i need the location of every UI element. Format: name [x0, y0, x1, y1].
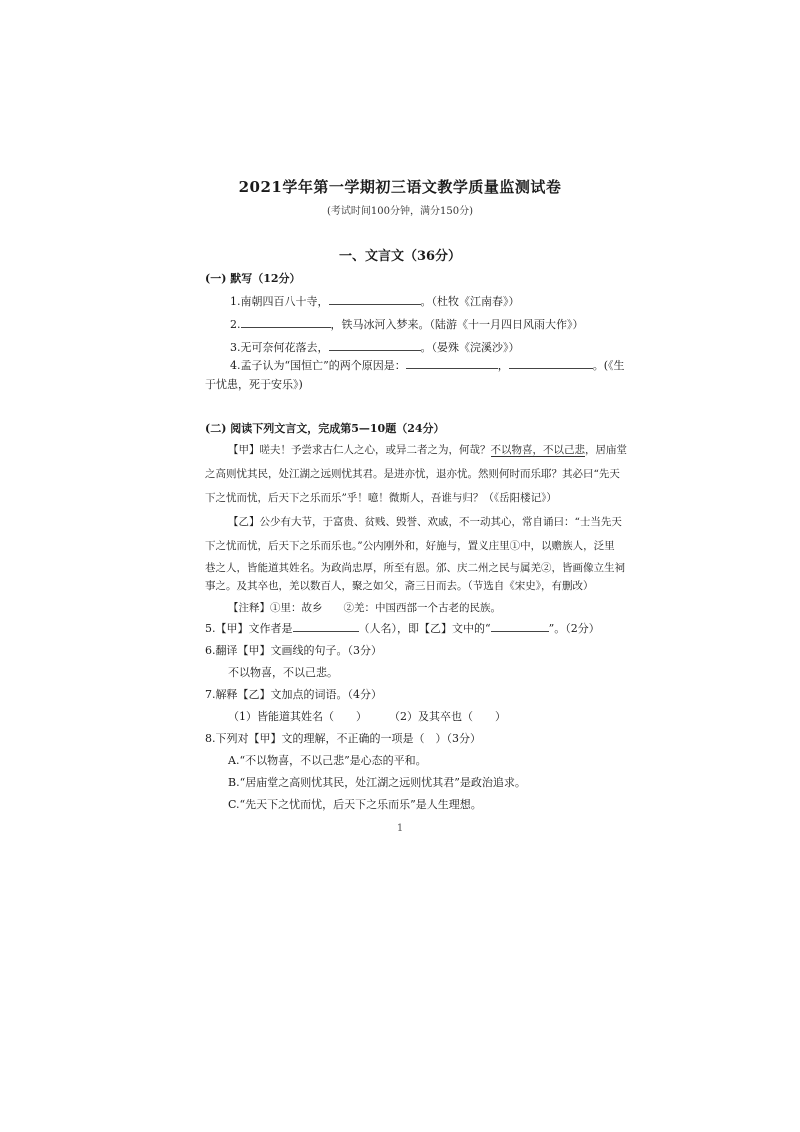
part2-heading: (二) 阅读下列文言文，完成第5—10题（24分）	[205, 422, 445, 435]
passage-yi-line-3: 巷之人，皆能道其姓名。为政尚忠厚，所至有恩。邠、庆二州之民与属羌②，皆画像立生祠	[205, 562, 625, 574]
q5-blank-1[interactable]	[293, 620, 359, 632]
q2-text: ，铁马冰河入梦来。（陆游《十一月四日风雨大作》）	[330, 318, 584, 331]
q1-blank[interactable]	[329, 293, 421, 305]
q6-sentence: 不以物喜，不以己悲。	[228, 666, 338, 679]
passage-jia-line-2: 之高则忧其民，处江湖之远则忧其君。是进亦忧，退亦忧。然则何时而乐耶？其必曰“先天	[205, 468, 620, 480]
passage-yi-line-4: 事之。及其卒也，羌以数百人，聚之如父，斋三日而去。（节选自《宋史》，有删改）	[205, 580, 594, 592]
q1-text: 1.南朝四百八十寺，	[230, 295, 329, 308]
q4-text: 4.孟子认为“国恒亡”的两个原因是：	[230, 359, 406, 372]
q4-blank-1[interactable]	[406, 357, 498, 369]
question-6: 6.翻译【甲】文画线的句子。（3分）	[205, 644, 382, 657]
q5-post: ”。（2分）	[548, 622, 600, 635]
q3-source: 。（晏殊《浣溪沙》）	[420, 341, 520, 354]
q3-text: 3.无可奈何花落去，	[230, 341, 329, 354]
q3-blank[interactable]	[329, 339, 421, 351]
section-heading: 一、文言文（36分）	[338, 249, 462, 264]
jia-underlined-sentence: 不以物喜，不以己悲	[490, 444, 585, 456]
exam-title: 2021学年第一学期初三语文教学质量监测试卷	[238, 178, 562, 196]
q4-sep: ，	[497, 359, 509, 372]
passage-jia-line-3: 下之忧而忧，后天下之乐而乐”乎！噫！微斯人，吾谁与归？（《岳阳楼记》）	[205, 492, 557, 504]
question-8: 8.下列对【甲】文的理解，不正确的一项是（ ）（3分）	[205, 732, 481, 745]
question-7: 7.解释【乙】文加点的词语。（4分）	[205, 688, 382, 701]
question-2	[230, 316, 584, 332]
q8-option-c: C.“先天下之忧而忧，后天下之乐而乐”是人生理想。	[228, 798, 482, 811]
q5-text: 5.【甲】文作者是	[205, 622, 293, 635]
q8-option-b: B.“居庙堂之高则忧其民，处江湖之远则忧其君”是政治追求。	[228, 776, 526, 789]
question-1	[230, 293, 520, 309]
q5-blank-2[interactable]	[491, 620, 549, 632]
q7-items: （1）皆能道其姓名（ ） （2）及其卒也（ ）	[228, 710, 506, 723]
exam-subtitle: (考试时间100分钟，满分150分)	[327, 206, 473, 217]
page-number: 1	[396, 823, 404, 834]
q4-blank-2[interactable]	[509, 357, 593, 369]
q4-source: 。(《生	[592, 359, 625, 372]
passage-jia-line-1	[228, 442, 627, 457]
jia-l1-a: 【甲】嗟夫！予尝求古仁人之心，或异二者之为，何哉？	[228, 444, 491, 456]
notes: 【注释】①里：故乡 ②羌：中国西部一个古老的民族。	[228, 602, 501, 614]
passage-yi-line-2: 下之忧而忧，后天下之乐而乐也。”公内刚外和，好施与，置义庄里①中，以赡族人，泛里	[205, 540, 615, 552]
passage-yi-line-1: 【乙】公少有大节，于富贵、贫贱、毁誉、欢戚，不一动其心，常自诵曰：“士当先天	[228, 516, 622, 528]
question-4	[230, 357, 625, 373]
part1-heading: (一) 默写（12分）	[205, 272, 301, 285]
question-5	[205, 620, 600, 636]
question-4-cont: 于忧患，死于安乐》)	[205, 378, 303, 391]
q8-option-a: A.“不以物喜，不以己悲”是心态的平和。	[228, 754, 427, 767]
jia-l1-b: ，居庙堂	[585, 444, 627, 456]
q2-blank[interactable]	[241, 316, 331, 328]
q2-number: 2.	[230, 318, 241, 331]
question-3	[230, 339, 520, 355]
q5-mid: （人名），即【乙】文中的“	[358, 622, 491, 635]
q1-source: 。（杜牧《江南春》）	[420, 295, 520, 308]
